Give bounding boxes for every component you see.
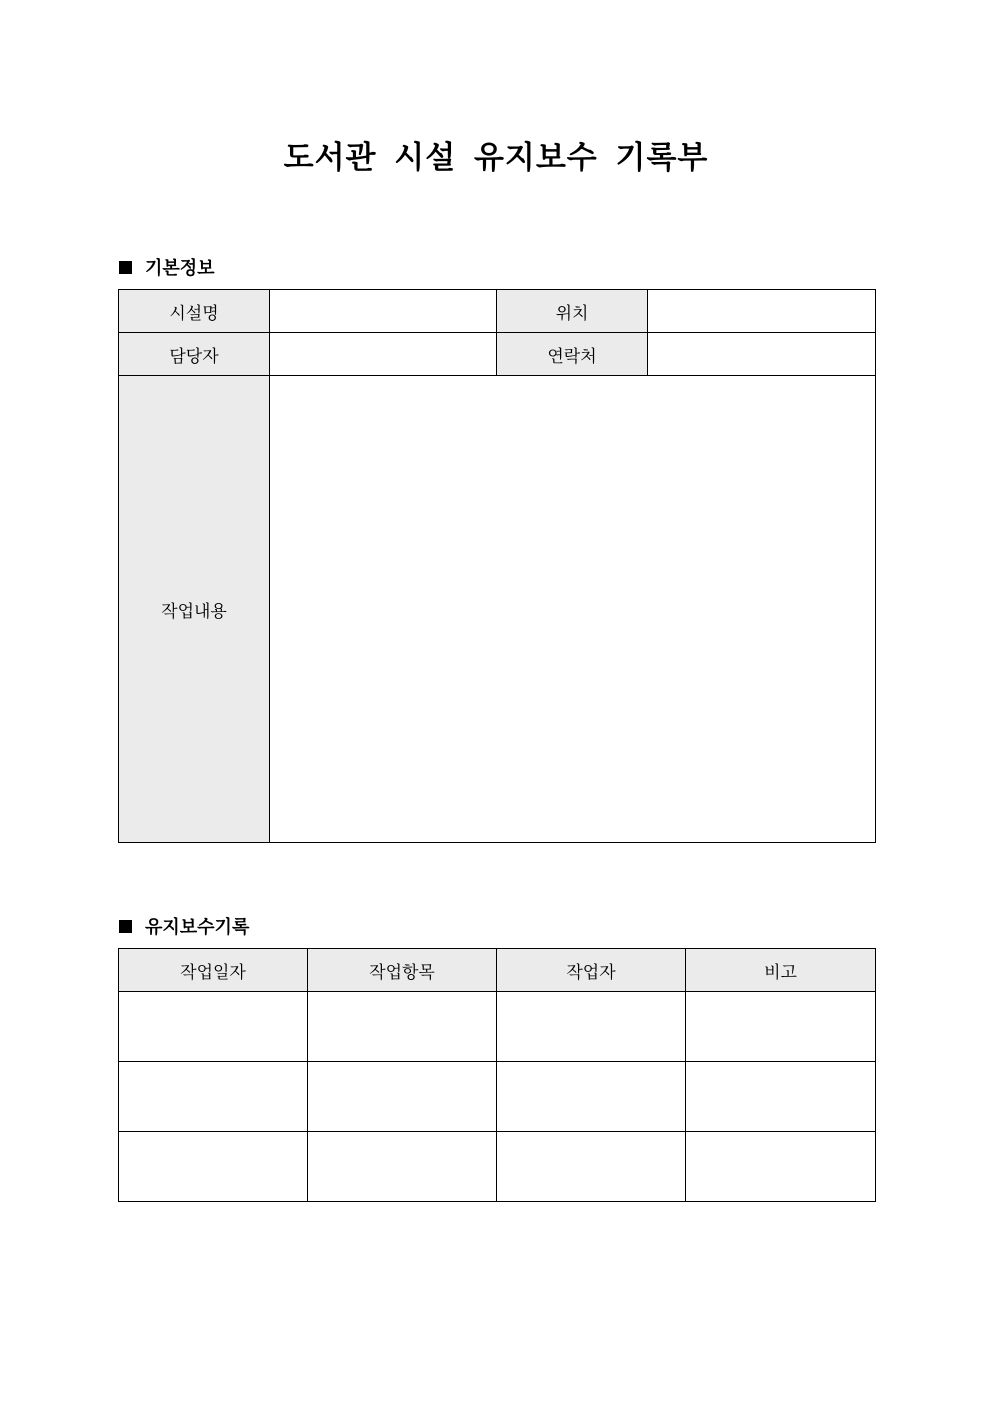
work-date-cell[interactable] <box>119 1062 308 1132</box>
square-bullet-icon <box>119 920 132 933</box>
square-bullet-icon <box>119 261 132 274</box>
work-content-label: 작업내용 <box>119 376 270 843</box>
work-date-cell[interactable] <box>119 992 308 1062</box>
table-row <box>119 1132 876 1202</box>
column-header-work-date: 작업일자 <box>119 949 308 992</box>
work-item-cell[interactable] <box>308 1132 497 1202</box>
section-heading-maintenance <box>119 913 249 939</box>
location-label: 위치 <box>497 290 648 333</box>
work-content-field[interactable] <box>270 376 876 843</box>
column-header-worker: 작업자 <box>497 949 686 992</box>
contact-field[interactable] <box>648 333 876 376</box>
page-title: 도서관 시설 유지보수 기록부 <box>283 140 709 176</box>
manager-label: 담당자 <box>119 333 270 376</box>
facility-name-label: 시설명 <box>119 290 270 333</box>
table-row <box>119 992 876 1062</box>
work-item-cell[interactable] <box>308 992 497 1062</box>
basic-info-table <box>118 289 876 843</box>
column-header-work-item: 작업항목 <box>308 949 497 992</box>
table-row <box>119 1062 876 1132</box>
manager-field[interactable] <box>270 333 497 376</box>
worker-cell[interactable] <box>497 1062 686 1132</box>
section-heading-basic-info <box>119 254 215 280</box>
worker-cell[interactable] <box>497 1132 686 1202</box>
work-date-cell[interactable] <box>119 1132 308 1202</box>
remarks-cell[interactable] <box>686 1062 876 1132</box>
maintenance-table <box>118 948 876 1202</box>
work-item-cell[interactable] <box>308 1062 497 1132</box>
remarks-cell[interactable] <box>686 992 876 1062</box>
location-field[interactable] <box>648 290 876 333</box>
worker-cell[interactable] <box>497 992 686 1062</box>
column-header-remarks: 비고 <box>686 949 876 992</box>
facility-name-field[interactable] <box>270 290 497 333</box>
section-heading-label: 기본정보 <box>145 258 215 279</box>
contact-label: 연락처 <box>497 333 648 376</box>
section-heading-label: 유지보수기록 <box>145 917 250 938</box>
remarks-cell[interactable] <box>686 1132 876 1202</box>
